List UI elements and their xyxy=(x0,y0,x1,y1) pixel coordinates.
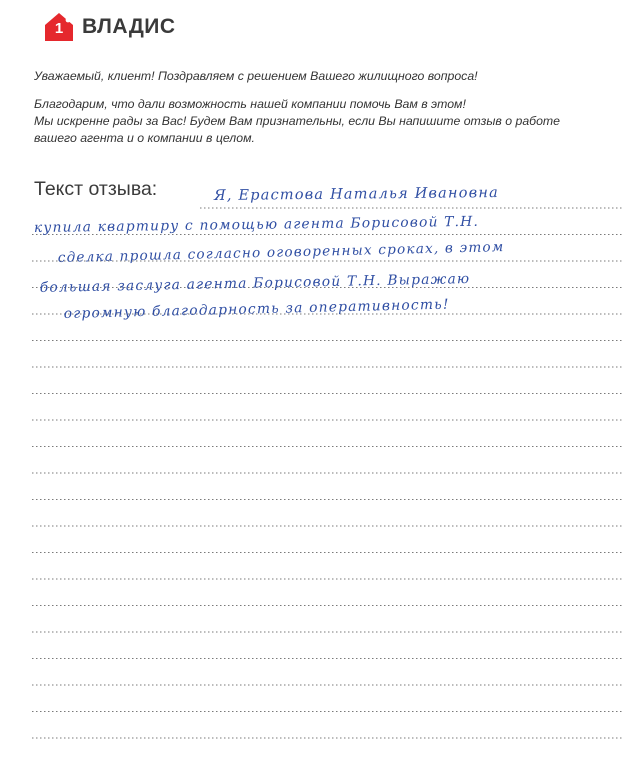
thanks-line-3: вашего агента и о компании в целом. xyxy=(34,131,255,145)
logo-text: ВЛАДИС xyxy=(82,15,176,38)
review-label: Текст отзыва: xyxy=(34,178,158,200)
handwritten-line-5: огромную благодарность за оперативность! xyxy=(63,296,450,322)
thanks-line-1: Благодарим, что дали возможность нашей компании помочь Вам в этом! xyxy=(34,97,466,111)
greeting-text xyxy=(34,68,614,85)
handwritten-line-3: сделка прошла согласно оговоренных сроках, в этом xyxy=(57,239,505,266)
company-logo xyxy=(44,12,176,42)
handwritten-line-1: Я, Ерастова Наталья Ивановна xyxy=(213,185,499,204)
thanks-text xyxy=(34,96,614,147)
handwritten-line-2: купила квартиру с помощью агента Борисовой Т.Н. xyxy=(33,213,480,236)
house-key-icon xyxy=(44,12,74,42)
logo-number: 1 xyxy=(54,20,64,37)
handwritten-line-4: большая заслуга агента Борисовой Т.Н. Выражаю xyxy=(39,270,471,296)
thanks-line-2: Мы искренне рады за Вас! Будем Вам признательны, если Вы напишите отзыв о работе xyxy=(34,114,561,128)
greeting-line: Уважаемый, клиент! Поздравляем с решением Вашего жилищного вопроса! xyxy=(34,69,478,83)
